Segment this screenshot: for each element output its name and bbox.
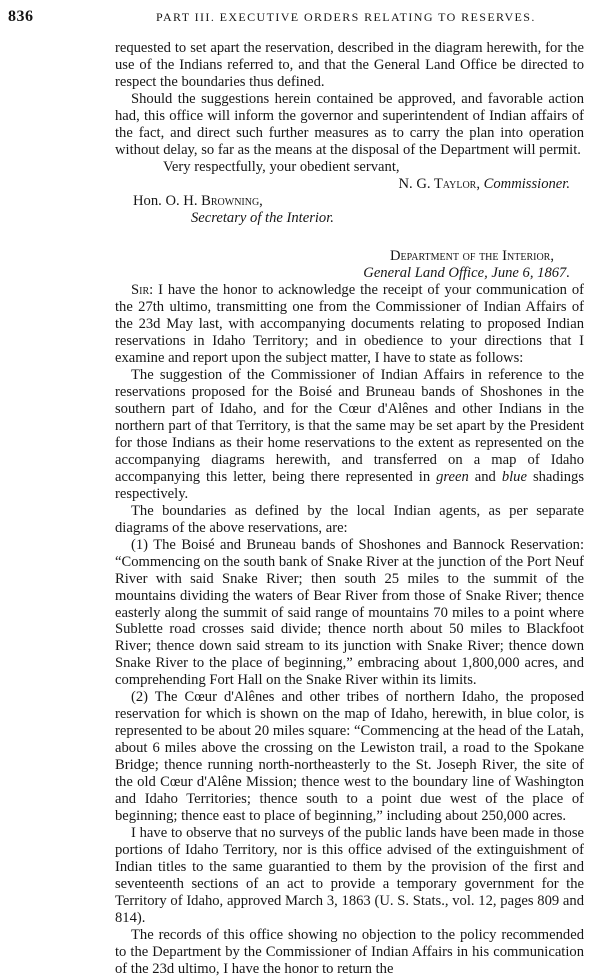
blue-word: blue <box>501 468 527 485</box>
letter2-paragraph-7: The records of this office showing no objection to the policy recommended to the Department by the Commissioner of Indian Affairs in his communication of the 23d ultimo, I have the honor to return the <box>115 926 584 977</box>
addressee-name: O. H. Browning, <box>165 192 263 209</box>
page-header <box>8 6 590 26</box>
para2-end: shadings respectively. <box>115 468 585 502</box>
addressee-title: Secretary of the Interior. <box>191 209 334 226</box>
running-head: PART III. EXECUTIVE ORDERS RELATING TO RESERVES. <box>156 10 536 24</box>
letter1-signature <box>115 176 584 193</box>
letter2-paragraph-3: The boundaries as defined by the local Indian agents, as per separate diagrams of the above reservations, are: <box>115 502 584 536</box>
page-number: 836 <box>8 8 34 25</box>
letter2-paragraph-1 <box>115 282 584 367</box>
letter1-paragraph-1: requested to set apart the reservation, described in the diagram herewith, for the use of the Indians referred to, and that the General Land Office be directed to respect the boundaries thus defined. <box>115 40 584 90</box>
letter1-closing: Very respectfully, your obedient servant, <box>163 158 400 175</box>
letter2-paragraph-4: (1) The Boisé and Bruneau bands of Shoshones and Bannock Reservation: “Commencing on the south bank of Snake River at the junction of the Port Neuf River with said Snake River; then south 25 miles to the summit of the mountains dividing the waters of Bear River from those of Snake River; thence easterly along the summit of said range of mountains 70 miles to a point where Sublette road crosses said divide; thence north about 50 miles to Blackfoot River; thence down said stream to its junction with Snake River; thence down Snake River to the place of beginning,” embracing about 1,800,000 acres, and comprehending Fort Hall on the Snake River within its limits. <box>115 536 584 689</box>
green-word: green <box>436 468 469 485</box>
signature-name: N. G. Taylor, <box>398 175 480 192</box>
page-body <box>115 40 584 977</box>
letter2-paragraph-1-text: I have the honor to acknowledge the receipt of your communication of the 27th ultimo, transmitting one from the Commissioner of Indian Affairs of the 23d May last, with accompanying documents relating to proposed Indian reservations in Idaho Territory; and in obedience to your directions that I examine and report upon the subject matter, I have to state as follows: <box>115 282 584 367</box>
letter1-paragraph-2: Should the suggestions herein contained be approved, and favorable action had, this office will inform the governor and superintendent of Indian affairs of the fact, and direct such further measures as to carry the plan into operation without delay, so far as the means at the disposal of the Department will permit. <box>115 90 584 158</box>
letter2-paragraph-5: (2) The Cœur d'Alênes and other tribes of northern Idaho, the proposed reservation for which is shown on the map of Idaho, herewith, in blue color, is represented to be about 20 miles square: “Commencing at the head of the Latah, about 6 miles above the crossing on the Lewiston trail, a road to the Spokane Bridge; thence running north-northeasterly to the St. Joseph River, the site of the old Cœur d'Alêne Mission; thence west to the boundary line of Washington and Idaho Territories; thence south to a point due west of the place of beginning; thence east to place of beginning,” including about 250,000 acres. <box>115 689 584 824</box>
letter2-paragraph-2 <box>115 367 584 503</box>
salutation: Sir: <box>131 282 154 299</box>
letter2-department: Department of the Interior, <box>389 248 554 265</box>
letter2-office-date: General Land Office, June 6, 1867. <box>363 265 570 282</box>
signature-title: Commissioner. <box>483 175 570 192</box>
addressee-prefix: Hon. <box>133 192 162 209</box>
letter2-paragraph-6: I have to observe that no surveys of the public lands have been made in those portions of Idaho Territory, nor is this office advised of the extinguishment of Indian titles to the same guarantied to them by the provision of the first and seventeenth sections of an act to provide a temporary government for the Territory of Idaho, approved March 3, 1863 (U. S. Stats., vol. 12, pages 809 and 814). <box>115 824 584 926</box>
and-word: and <box>474 468 496 485</box>
para2-text: The suggestion of the Commissioner of Indian Affairs in reference to the reservations proposed for the Boisé and Bruneau bands of Shoshones in the southern part of Idaho, and for the Cœur d'Alênes and other Indians in the northern part of that Territory, is that the same may be set apart by the President for those Indians as their home reservations to the extent as represented on the accompanying diagrams herewith, and transferred on a map of Idaho accompanying this letter, being there represented in <box>115 367 584 485</box>
addressee-line <box>115 193 584 210</box>
letter-gap <box>115 226 584 248</box>
